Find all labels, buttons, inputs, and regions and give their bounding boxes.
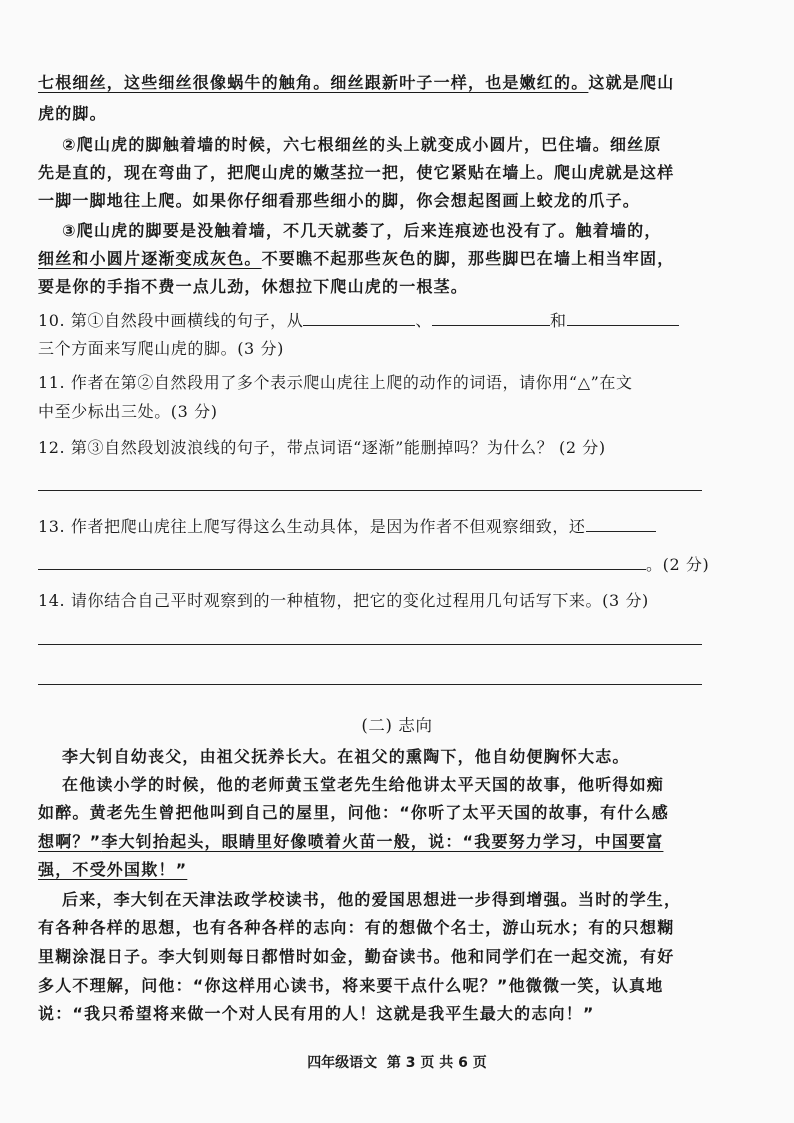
answer-line-14b[interactable] (38, 684, 702, 685)
paragraph-2-line-3: 一脚一脚地往上爬。如果你仔细看那些细小的脚，你会想起图画上蛟龙的爪子。 (38, 191, 641, 210)
answer-blank-13a[interactable] (586, 517, 656, 532)
paragraph-2-line-1: ②爬山虎的脚触着墙的时候，六七根细丝的头上就变成小圆片，巴住墙。细丝原 (62, 135, 662, 154)
passage-text: 不要瞧不起那些灰色的脚，那些脚巴在墙上相当牢固， (261, 249, 675, 268)
separator: 、 (415, 311, 432, 330)
underlined-sentence-part: 想啊？” (38, 832, 102, 851)
score-note: 。(2 分) (646, 555, 710, 574)
page-footer: 四年级语文 第 3 页 共 6 页 (307, 1055, 487, 1071)
passage-line-2: 虎的脚。 (38, 104, 107, 123)
question-13-line-2 (38, 552, 709, 575)
section2-line-10: 说：“我只希望将来做一个对人民有用的人！这就是我平生最大的志向！” (38, 1004, 595, 1023)
section-title: (二) 志向 (361, 716, 433, 735)
answer-blank-13b[interactable] (38, 555, 646, 570)
section2-line-6: 后来，李大钊在天津法政学校读书，他的爱国思想进一步得到增强。当时的学生， (62, 890, 682, 909)
section2-line-7: 有各种各样的思想，也有各种各样的志向：有的想做个名士，游山玩水；有的只想糊 (38, 918, 675, 937)
question-11-line-2: 中至少标出三处。(3 分) (38, 402, 218, 421)
question-10-line-1 (38, 308, 679, 331)
answer-line-12[interactable] (38, 490, 702, 491)
answer-blank-2[interactable] (432, 311, 550, 326)
underlined-sentence: 七根细丝，这些细丝很像蜗牛的触角。细丝跟新叶子一样，也是嫩红的。 (38, 73, 589, 92)
question-12: 12. 第③自然段划波浪线的句子，带点词语“逐渐”能删掉吗？为什么？ (2 分) (38, 438, 606, 457)
wavy-underlined-sentence: 细丝和小圆片逐渐变成灰色。 (38, 249, 262, 268)
separator: 和 (549, 311, 567, 330)
paragraph-3-line-2 (38, 246, 674, 269)
answer-blank-1[interactable] (303, 311, 415, 326)
question-13-text: 13. 作者把爬山虎往上爬写得这么生动具体，是因为作者不但观察细致，还 (38, 517, 586, 536)
question-10-text: 10. 第①自然段中画横线的句子，从 (38, 311, 304, 330)
question-11-line-1: 11. 作者在第②自然段用了多个表示爬山虎往上爬的动作的词语，请你用“△”在文 (38, 373, 633, 392)
section2-line-8: 里糊涂混日子。李大钊则每日都惜时如金，勤奋读书。他和同学们在一起交流，有好 (38, 947, 675, 966)
section2-line-5 (38, 857, 187, 880)
paragraph-3-line-1: ③爬山虎的脚要是没触着墙，不几天就萎了，后来连痕迹也没有了。触着墙的， (62, 221, 662, 240)
section2-line-9: 多人不理解，问他：“你这样用心读书，将来要干点什么呢？”他微微一笑，认真地 (38, 976, 664, 995)
question-13-line-1 (38, 514, 656, 537)
section2-line-3: 如醉。黄老先生曾把他叫到自己的屋里，问他：“你听了太平天国的故事，有什么感 (38, 803, 669, 822)
answer-line-14a[interactable] (38, 644, 702, 645)
paragraph-2-line-2: 先是直的，现在弯曲了，把爬山虎的嫩茎拉一把，使它紧贴在墙上。爬山虎就是这样 (38, 163, 675, 182)
paragraph-3-line-3: 要是你的手指不费一点儿劲，休想拉下爬山虎的一根茎。 (38, 277, 469, 296)
underlined-sentence: 李大钊抬起头，眼睛里好像喷着火苗一般，说：“我要努力学习，中国要富 (101, 832, 664, 851)
section2-line-2: 在他读小学的时候，他的老师黄玉堂老先生给他讲太平天国的故事，他听得如痴 (62, 775, 665, 794)
answer-blank-3[interactable] (567, 311, 679, 326)
section2-line-1: 李大钊自幼丧父，由祖父抚养长大。在祖父的熏陶下，他自幼便胸怀大志。 (62, 747, 630, 766)
question-10-line-2: 三个方面来写爬山虎的脚。(3 分) (38, 339, 284, 358)
question-14: 14. 请你结合自己平时观察到的一种植物，把它的变化过程用几句话写下来。(3 分) (38, 591, 649, 610)
passage-line-1 (38, 70, 674, 93)
passage-text: 这就是爬山 (588, 73, 675, 92)
section2-line-4 (38, 829, 663, 852)
underlined-sentence-end: 强，不受外国欺！” (38, 860, 188, 879)
